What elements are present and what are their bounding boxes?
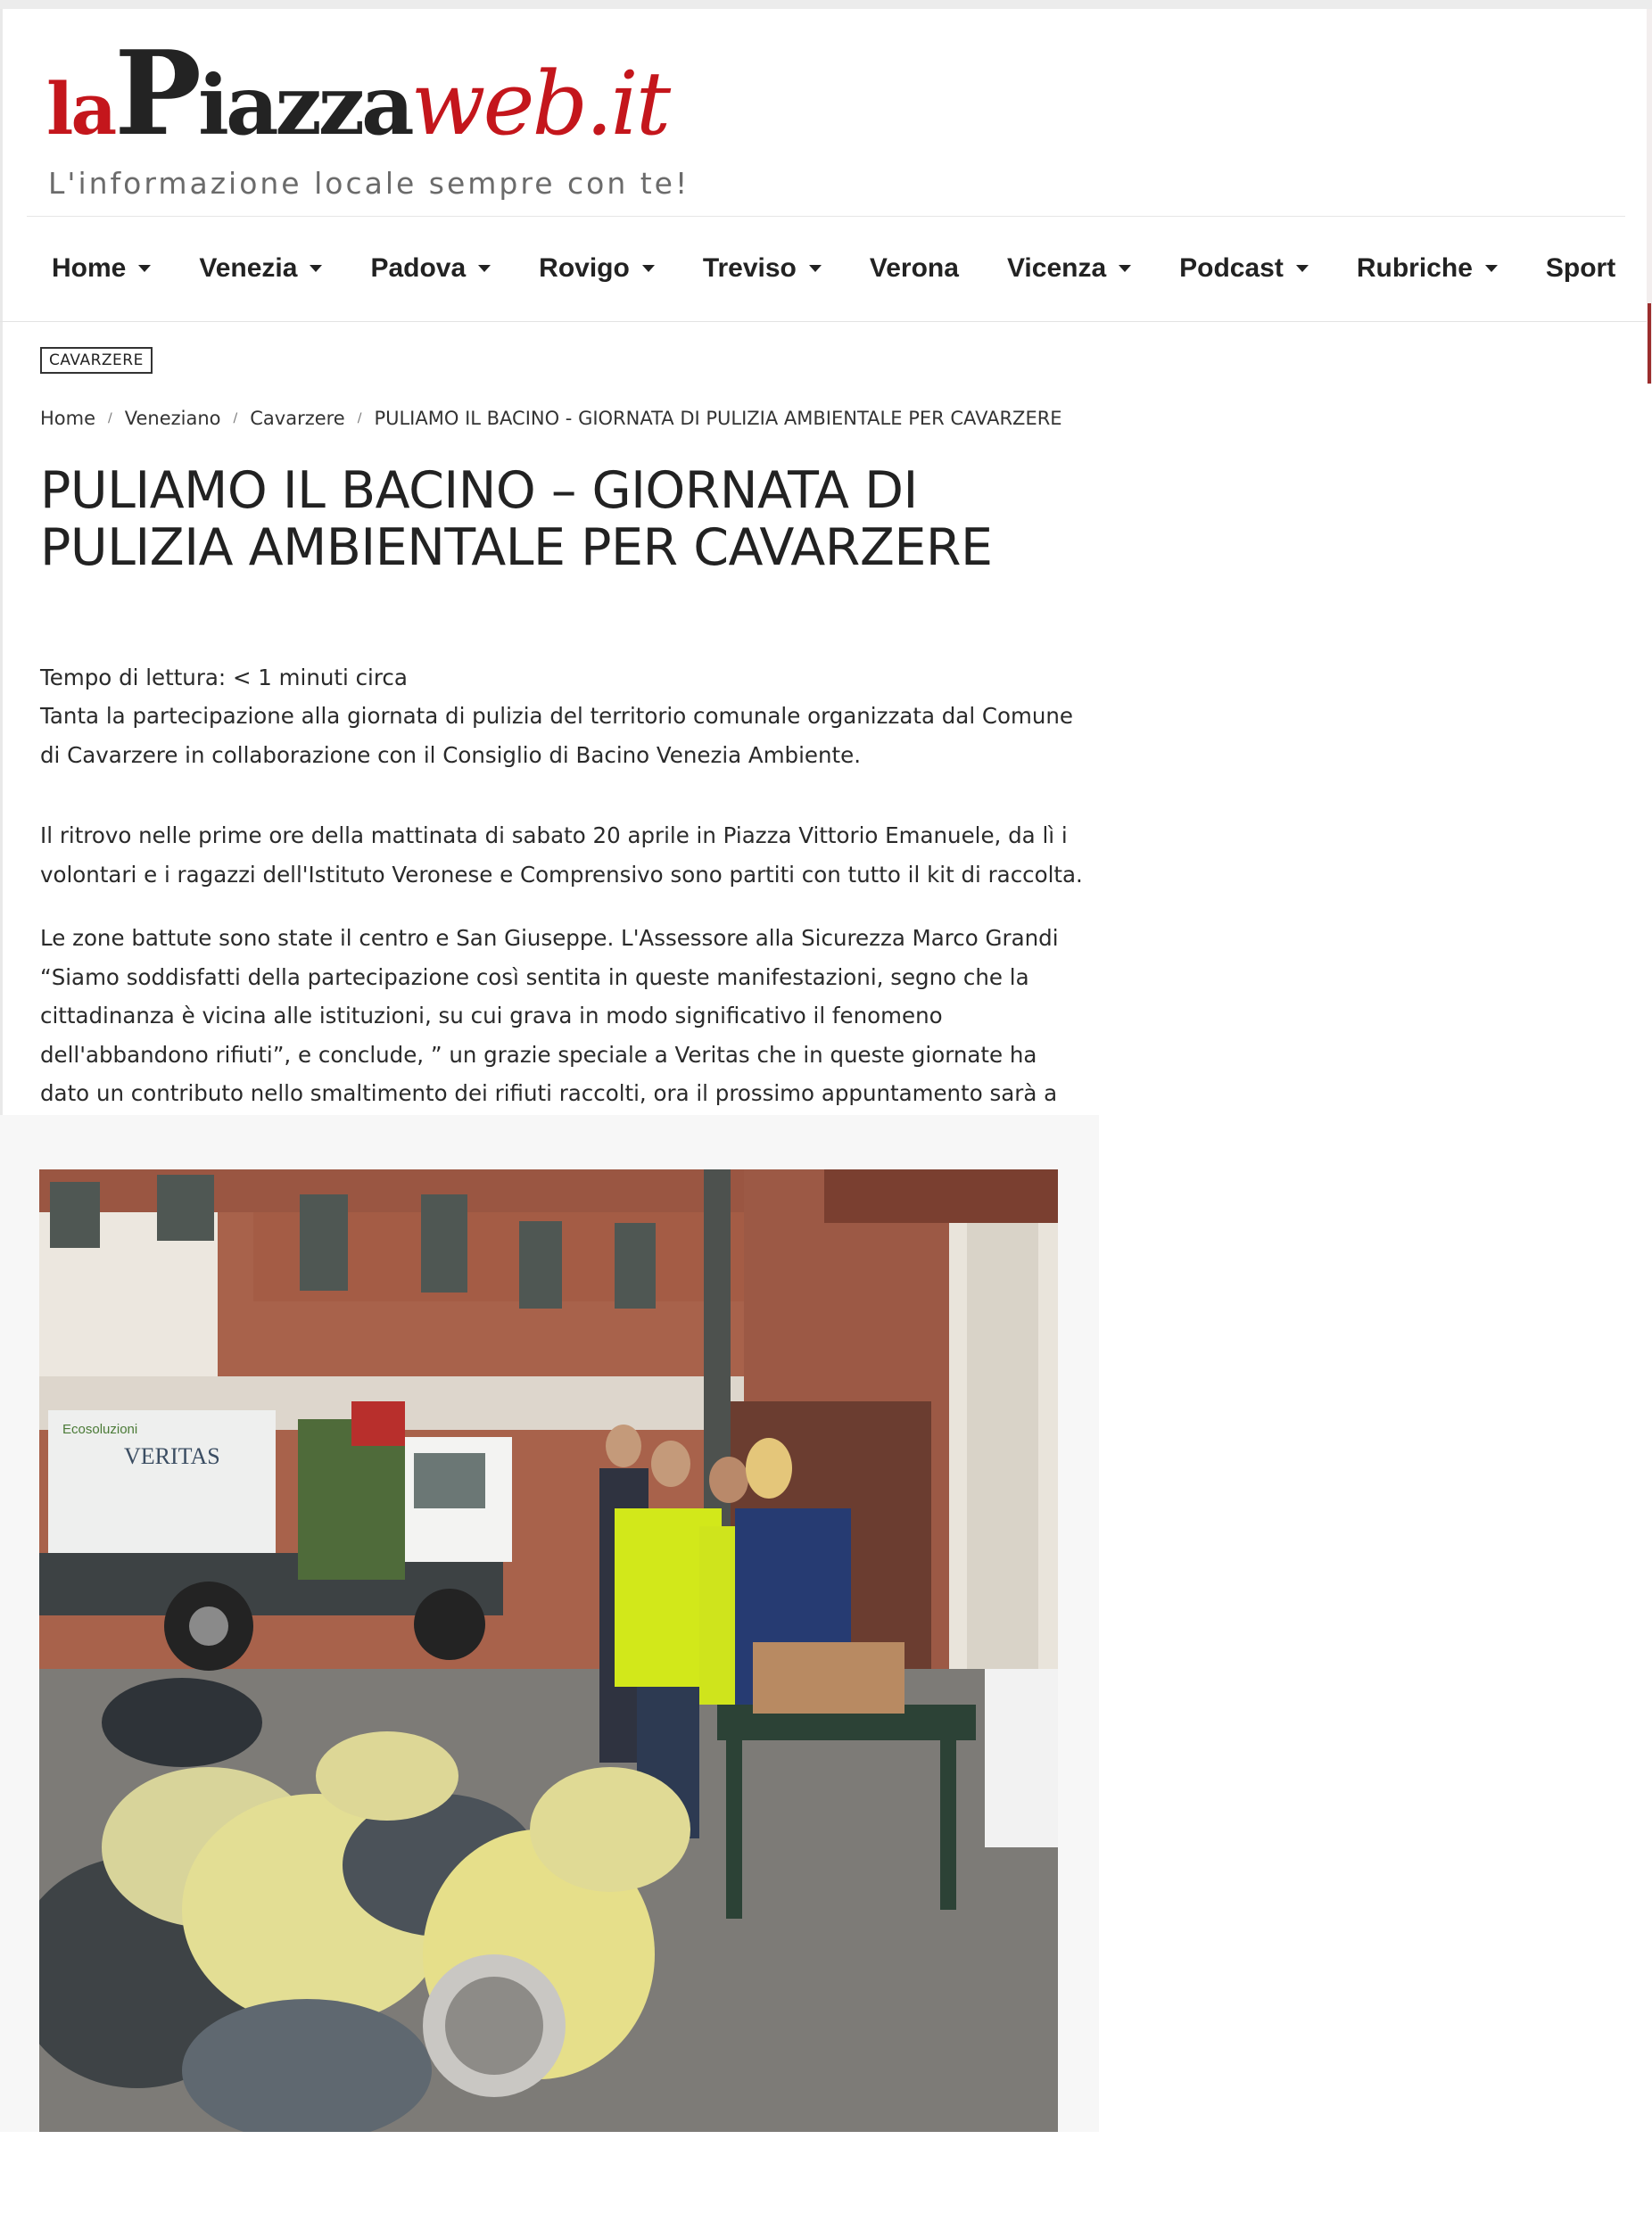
breadcrumb-current: PULIAMO IL BACINO - GIORNATA DI PULIZIA AMBIENTALE PER CAVARZERE: [374, 408, 1062, 429]
reading-time: Tempo di lettura: < 1 minuti circa: [40, 665, 408, 690]
caret-down-icon: [1485, 265, 1498, 272]
breadcrumb: [40, 408, 1062, 429]
logo-web: web.it: [410, 54, 669, 155]
nav-item-padova[interactable]: [370, 253, 491, 284]
logo-p: P: [114, 25, 198, 161]
nav-item-home[interactable]: [52, 253, 151, 284]
main-nav: [52, 217, 1652, 320]
caret-down-icon: [310, 265, 322, 272]
nav-item-verona[interactable]: [870, 253, 959, 284]
caret-down-icon: [642, 265, 655, 272]
caret-down-icon: [478, 265, 491, 272]
page-left-edge: [0, 9, 3, 1115]
logo-wordmark: [46, 25, 669, 161]
article-paragraph-1: Tanta la partecipazione alla giornata di pulizia del territorio comunale organizzata dal Comune di Cavarzere in collaborazione con il Consiglio di Bacino Venezia Ambiente.: [40, 703, 1074, 768]
article-title: PULIAMO IL BACINO – GIORNATA DI PULIZIA AMBIENTALE PER CAVARZERE: [40, 461, 993, 577]
nav-bottom-border: [0, 321, 1647, 322]
sidebar-edge: [1647, 9, 1652, 384]
breadcrumb-home[interactable]: Home: [40, 408, 96, 429]
nav-label: Vicenza: [1006, 253, 1107, 283]
nav-label: Rubriche: [1356, 253, 1473, 283]
breadcrumb-separator-icon: /: [357, 411, 362, 425]
nav-label: Podcast: [1179, 253, 1284, 283]
nav-label: Home: [52, 253, 127, 283]
caret-down-icon: [1119, 265, 1131, 272]
caret-down-icon: [1296, 265, 1309, 272]
truck-brand-text: VERITAS: [124, 1443, 220, 1469]
nav-label: Rovigo: [539, 253, 630, 283]
logo-tagline: L'informazione locale sempre con te!: [48, 166, 690, 201]
breadcrumb-separator-icon: /: [108, 411, 112, 425]
article-paragraph-2: Il ritrovo nelle prime ore della mattinata di sabato 20 aprile in Piazza Vittorio Emanuele, da lì i volontari e i ragazzi dell'Istituto Veronese e Comprensivo sono partiti con tutto il kit di raccolta.: [40, 822, 1083, 888]
category-badge[interactable]: CAVARZERE: [40, 347, 153, 374]
site-logo[interactable]: [46, 25, 724, 201]
nav-label: Venezia: [199, 253, 298, 283]
caret-down-icon: [138, 265, 151, 272]
logo-azza: iazza: [198, 57, 411, 153]
nav-label: Padova: [370, 253, 467, 283]
article-paragraph-3: Le zone battute sono state il centro e San Giuseppe. L'Assessore alla Sicurezza Marco Grandi “Siamo soddisfatti della partecipazione così sentita in queste manifestazioni, segno che la cittadinanza è vicina alle istituzioni, su cui grava in modo significativo il fenomeno dell'abbandono rifiuti”, e conclude, ” un grazie speciale a Veritas che in queste giornate ha dato un contributo nello smaltimento dei rifiuti raccolti, ora il prossimo appuntamento sarà a: [40, 925, 1059, 1106]
nav-item-treviso[interactable]: [703, 253, 822, 284]
nav-item-vicenza[interactable]: [1007, 253, 1131, 284]
truck-sticker-text: Ecosoluzioni: [62, 1422, 138, 1437]
nav-label: Verona: [869, 253, 959, 283]
breadcrumb-town[interactable]: Cavarzere: [250, 408, 345, 429]
caret-down-icon: [809, 265, 822, 272]
breadcrumb-region[interactable]: Veneziano: [124, 408, 221, 429]
logo-la: la: [46, 67, 115, 151]
browser-top-strip: [0, 0, 1652, 9]
nav-item-rovigo[interactable]: [539, 253, 655, 284]
nav-item-rubriche[interactable]: [1357, 253, 1498, 284]
nav-item-podcast[interactable]: [1179, 253, 1309, 284]
breadcrumb-separator-icon: /: [233, 411, 238, 425]
article-photo[interactable]: [39, 1169, 1058, 2132]
nav-item-venezia[interactable]: [199, 253, 322, 284]
nav-label: Treviso: [702, 253, 797, 283]
nav-label: Sport: [1545, 253, 1616, 283]
nav-item-sport[interactable]: [1546, 253, 1615, 284]
